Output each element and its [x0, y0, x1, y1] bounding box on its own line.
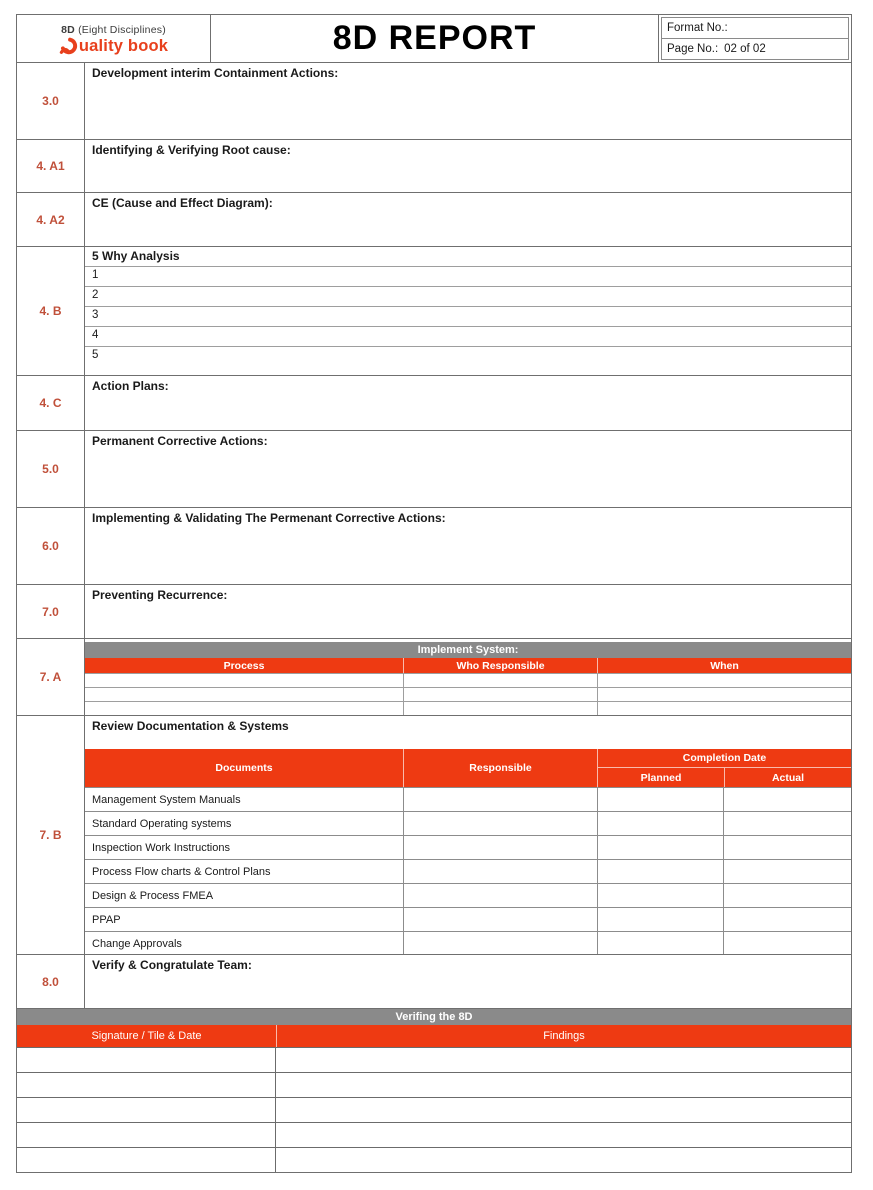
- brand-text: uality book: [78, 36, 169, 55]
- page-no-label: Page No.:: [667, 43, 719, 55]
- logo-tagline: [61, 24, 166, 36]
- section-7: [17, 584, 851, 638]
- page-title: 8D REPORT: [332, 19, 537, 57]
- document-row: [85, 835, 851, 859]
- page-no-row: [662, 38, 848, 59]
- document-name: Design & Process FMEA: [92, 889, 214, 902]
- brand-logo: [59, 37, 168, 56]
- five-why-row: 3: [85, 306, 851, 326]
- completion-date-label: Completion Date: [598, 749, 851, 768]
- meta-cell: [658, 15, 851, 62]
- section-7a-number: 7. A: [17, 639, 85, 715]
- section-8-label: Verify & Congratulate Team:: [92, 958, 252, 972]
- five-why-title: 5 Why Analysis: [92, 249, 180, 263]
- verifying-8d-empty-row: [17, 1097, 851, 1122]
- document-name: Inspection Work Instructions: [92, 841, 230, 854]
- col-header-findings: Findings: [276, 1025, 851, 1047]
- five-why-row: 5: [85, 346, 851, 366]
- tagline-rest: (Eight Disciplines): [78, 23, 166, 36]
- section-4a1: [17, 139, 851, 192]
- document-row: [85, 883, 851, 907]
- section-3-number: 3.0: [17, 63, 85, 139]
- col-header-process: Process: [223, 659, 265, 672]
- review-documentation-table: [85, 716, 851, 954]
- document-row: [85, 931, 851, 954]
- section-5: [17, 430, 851, 507]
- logo-cell: [17, 15, 211, 62]
- implement-system-empty-row: [85, 673, 851, 687]
- col-header-responsible: Responsible: [403, 749, 597, 787]
- section-6-number: 6.0: [17, 508, 85, 584]
- section-4c-label: Action Plans:: [92, 379, 169, 393]
- section-5-label: Permanent Corrective Actions:: [92, 434, 268, 448]
- completion-date-subcolumns: [598, 768, 851, 787]
- section-7b: [17, 715, 851, 954]
- section-3-label: Development interim Containment Actions:: [92, 66, 339, 80]
- col-header-completion-date: [597, 749, 851, 787]
- section-8: [17, 954, 851, 1008]
- document-row: [85, 859, 851, 883]
- document-name: Change Approvals: [92, 937, 182, 950]
- document-name: Management System Manuals: [92, 793, 241, 806]
- section-4a2-number: 4. A2: [17, 193, 85, 246]
- five-why-row: 1: [85, 266, 851, 286]
- section-4a2: [17, 192, 851, 246]
- section-4b: [17, 246, 851, 375]
- col-header-documents: Documents: [215, 762, 273, 774]
- form-header: [17, 15, 851, 62]
- verifying-8d-header-row: [17, 1025, 851, 1047]
- section-7-number: 7.0: [17, 585, 85, 638]
- verifying-8d-empty-row: [17, 1072, 851, 1097]
- implement-system-empty-row: [85, 687, 851, 701]
- document-row: [85, 787, 851, 811]
- verifying-8d-title: Verifing the 8D: [17, 1008, 851, 1025]
- section-7b-number: 7. B: [17, 716, 85, 954]
- section-4a1-number: 4. A1: [17, 140, 85, 192]
- implement-system-table: [85, 639, 851, 715]
- document-name: PPAP: [92, 913, 121, 926]
- section-4c: [17, 375, 851, 430]
- section-4a1-label: Identifying & Verifying Root cause:: [92, 143, 291, 157]
- quality-book-logo-icon: [59, 37, 78, 55]
- section-8-number: 8.0: [17, 955, 85, 1008]
- five-why-row: 2: [85, 286, 851, 306]
- verifying-8d-empty-row: [17, 1047, 851, 1072]
- col-header-who-responsible: Who Responsible: [403, 658, 597, 673]
- section-7-label: Preventing Recurrence:: [92, 588, 228, 602]
- five-why-row: 4: [85, 326, 851, 346]
- section-6: [17, 507, 851, 584]
- col-header-when: When: [597, 658, 851, 673]
- document-name: Standard Operating systems: [92, 817, 232, 830]
- format-no-label: Format No.:: [667, 22, 728, 34]
- section-7a: [17, 638, 851, 715]
- page-no-value: 02 of 02: [724, 43, 766, 55]
- section-4b-number: 4. B: [17, 247, 85, 375]
- section-6-label: Implementing & Validating The Permenant Corrective Actions:: [92, 511, 446, 525]
- meta-box: [661, 17, 849, 60]
- tagline-8d: 8D: [61, 23, 75, 36]
- section-5-number: 5.0: [17, 431, 85, 507]
- review-documentation-title: Review Documentation & Systems: [92, 719, 289, 733]
- section-4c-number: 4. C: [17, 376, 85, 430]
- implement-system-header-row: [85, 658, 851, 673]
- implement-system-empty-row: [85, 701, 851, 715]
- documents-header-row: [85, 749, 851, 787]
- implement-system-title: Implement System:: [85, 642, 851, 658]
- section-4a2-label: CE (Cause and Effect Diagram):: [92, 196, 273, 210]
- document-row: [85, 811, 851, 835]
- verifying-8d-empty-row: [17, 1147, 851, 1172]
- format-no-row: [662, 18, 848, 38]
- 8d-report-form: [16, 14, 852, 1173]
- section-3: [17, 62, 851, 139]
- col-header-planned: Planned: [640, 771, 682, 784]
- five-why-table: [85, 247, 851, 375]
- col-header-actual: Actual: [724, 768, 851, 787]
- document-row: [85, 907, 851, 931]
- verifying-8d-empty-row: [17, 1122, 851, 1147]
- document-name: Process Flow charts & Control Plans: [92, 865, 271, 878]
- col-header-signature-title-date: Signature / Tile & Date: [91, 1030, 202, 1042]
